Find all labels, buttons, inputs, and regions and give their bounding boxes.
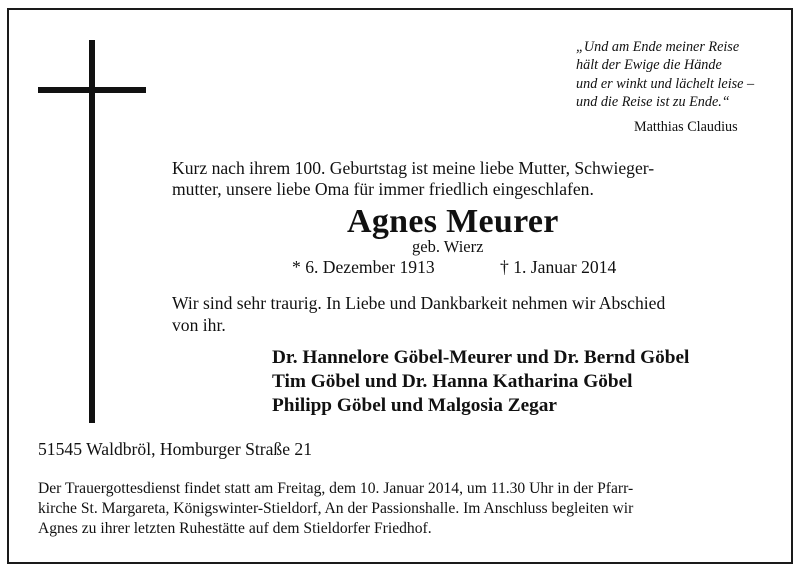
- service-line: Agnes zu ihrer letzten Ruhestätte auf dem Stieldorfer Friedhof.: [38, 520, 432, 537]
- family-list: [272, 346, 689, 418]
- service-line: Der Trauergottesdienst findet statt am Freitag, dem 10. Januar 2014, um 11.30 Uhr in der Pfarr-: [38, 480, 634, 497]
- family-member: Dr. Hannelore Göbel-Meurer und Dr. Bernd Göbel: [272, 347, 690, 368]
- family-member: Philipp Göbel und Malgosia Zegar: [272, 395, 557, 416]
- address: 51545 Waldbröl, Homburger Straße 21: [38, 439, 313, 459]
- farewell-line: von ihr.: [172, 314, 226, 335]
- farewell-text: [172, 293, 665, 336]
- family-member: Tim Göbel und Dr. Hanna Katharina Göbel: [272, 371, 633, 392]
- intro-line: Kurz nach ihrem 100. Geburtstag ist meine liebe Mutter, Schwieger-: [172, 158, 655, 178]
- cross-horizontal-bar: [38, 87, 146, 93]
- farewell-line: Wir sind sehr traurig. In Liebe und Dankbarkeit nehmen wir Abschied: [172, 293, 666, 313]
- service-info: [38, 479, 633, 539]
- quote-author: Matthias Claudius: [634, 119, 738, 135]
- intro-line: mutter, unsere liebe Oma für immer friedlich eingeschlafen.: [172, 179, 594, 199]
- quote: [576, 38, 766, 111]
- intro-text: [172, 158, 764, 200]
- service-line: kirche St. Margareta, Königswinter-Stieldorf, An der Passionshalle. Im Anschluss begleiten wir: [38, 500, 634, 517]
- quote-line: hält der Ewige die Hände: [576, 57, 722, 74]
- quote-line: „Und am Ende meiner Reise: [576, 39, 740, 55]
- quote-line: und die Reise ist zu Ende.“: [576, 93, 730, 110]
- birth-date: * 6. Dezember 1913: [292, 257, 435, 277]
- deceased-name: Agnes Meurer: [347, 203, 559, 240]
- maiden-name: geb. Wierz: [412, 237, 484, 256]
- cross-vertical-bar: [89, 40, 95, 423]
- death-date: † 1. Januar 2014: [500, 257, 617, 277]
- quote-line: und er winkt und lächelt leise –: [576, 75, 755, 92]
